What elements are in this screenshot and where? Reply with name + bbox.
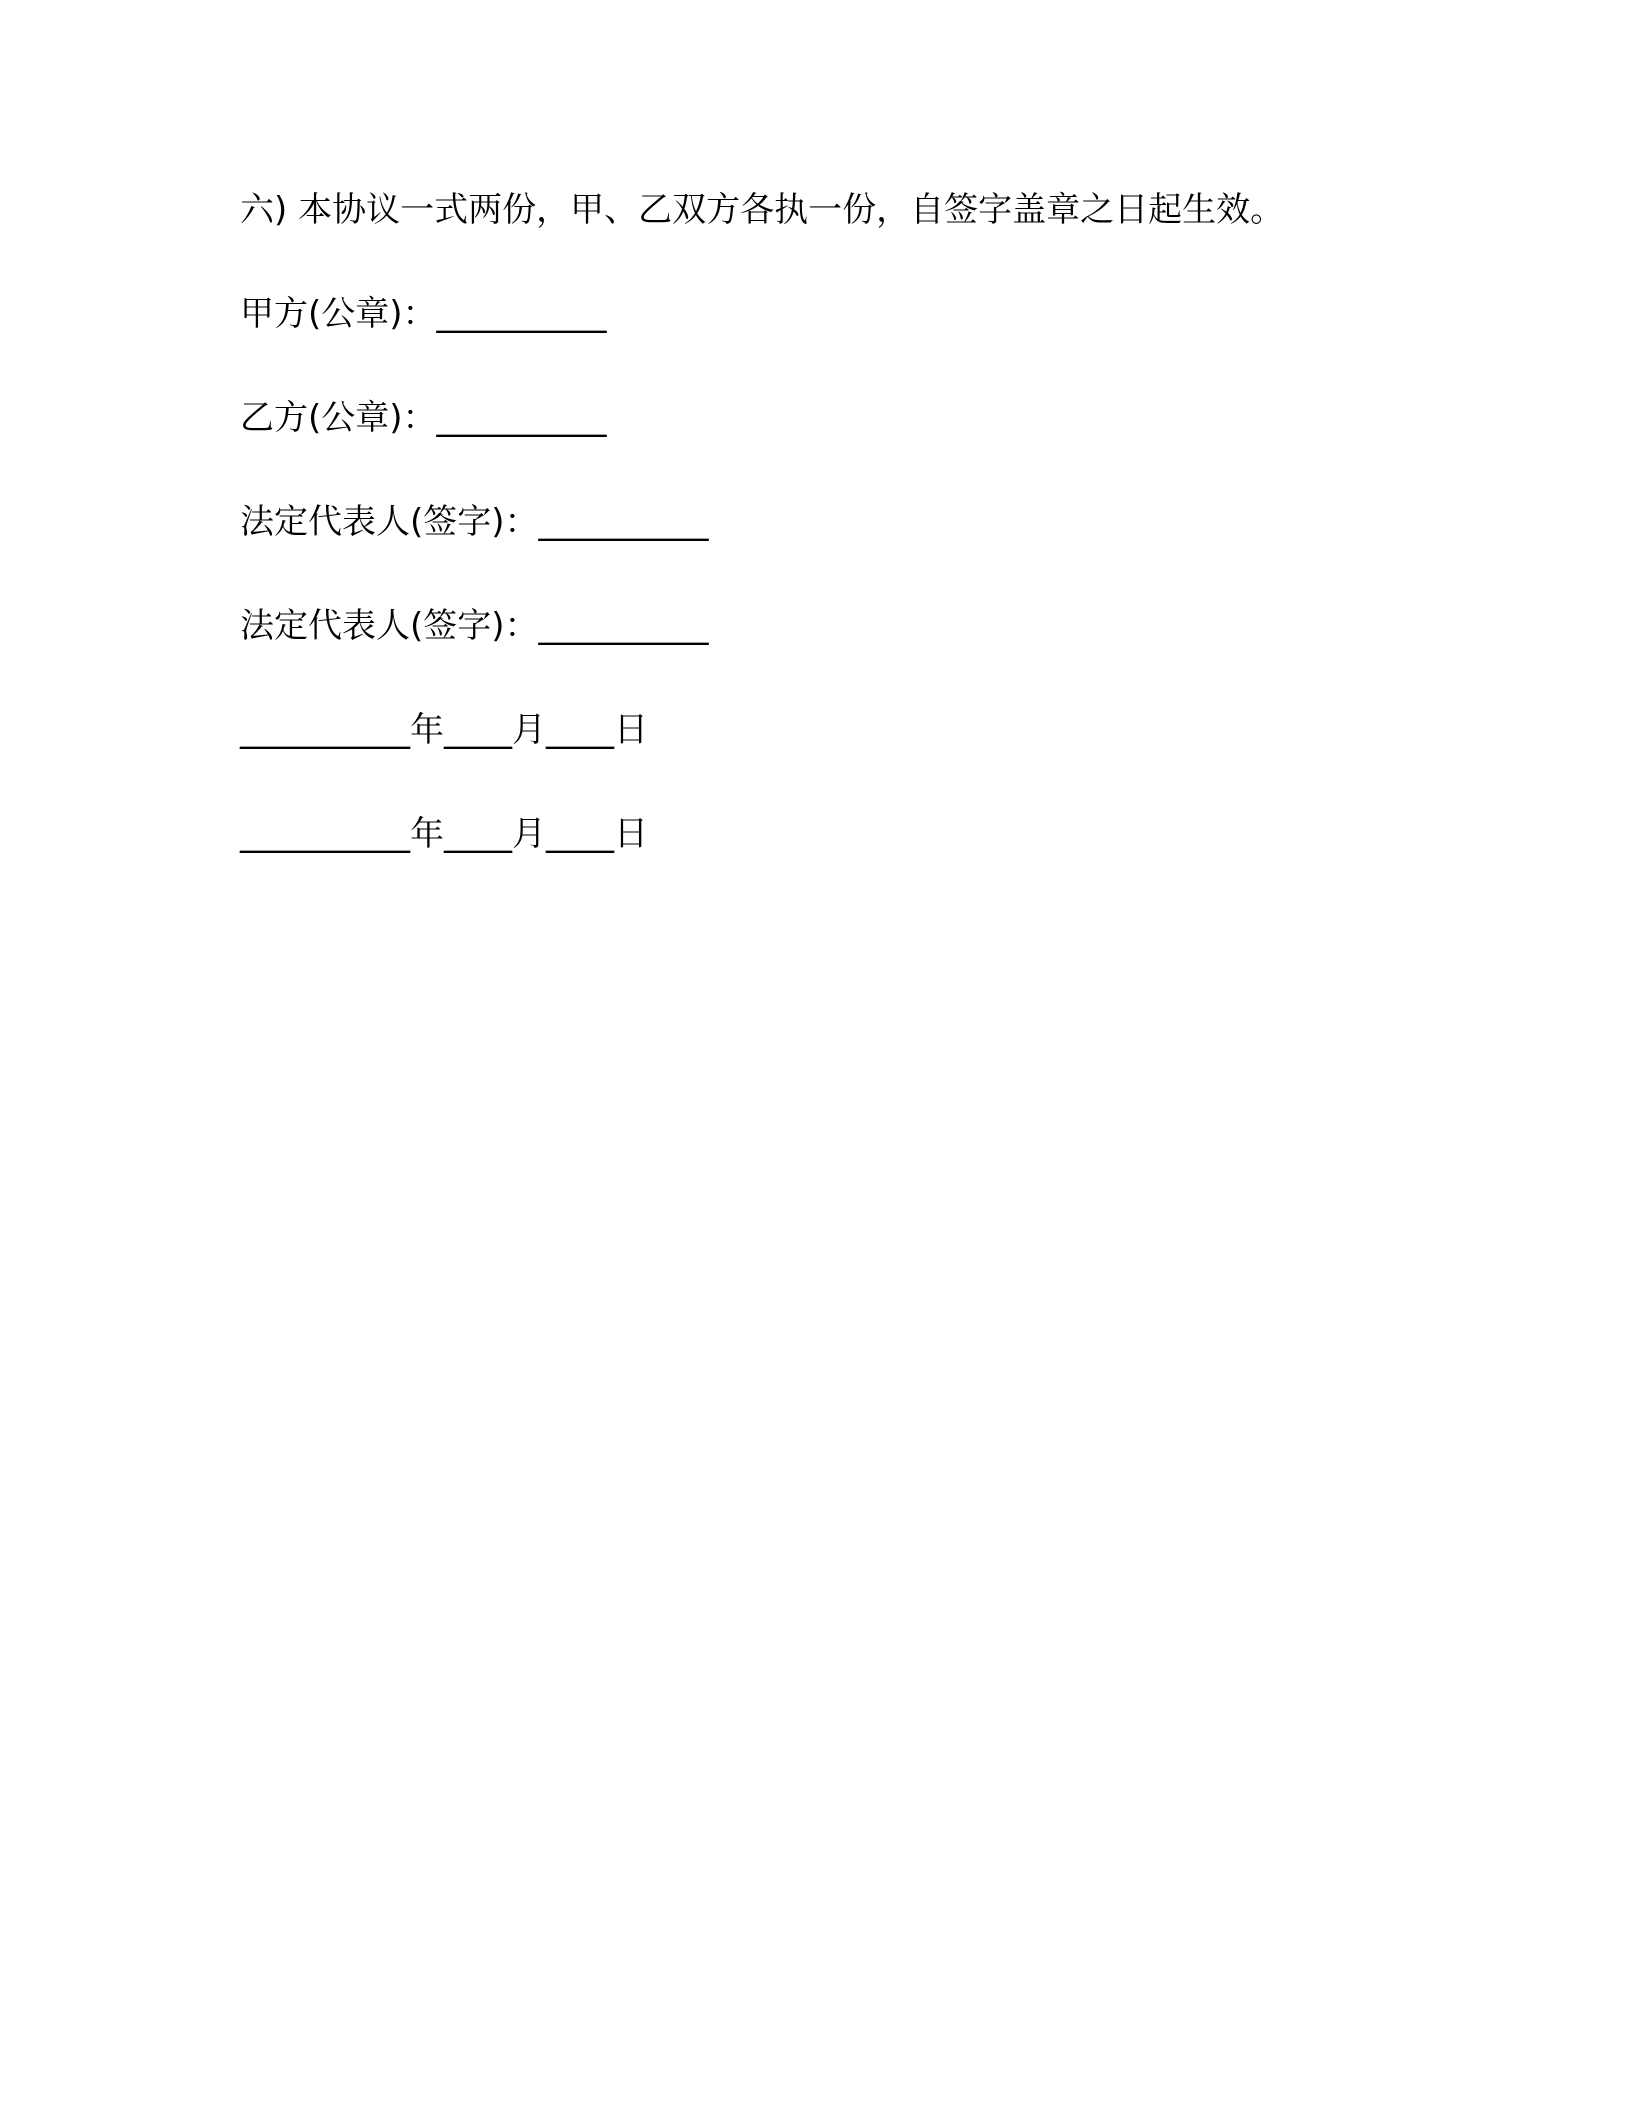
party-a-seal-line: 甲方(公章)：__________ bbox=[240, 294, 607, 334]
legal-representative-signature-line-1: 法定代表人(签字)：__________ bbox=[240, 502, 709, 542]
legal-representative-signature-line-2: 法定代表人(签字)：__________ bbox=[240, 606, 709, 646]
date-line-1: __________年____月____日 bbox=[240, 710, 648, 750]
document-body bbox=[240, 190, 1440, 918]
party-b-seal-line: 乙方(公章)：__________ bbox=[240, 398, 607, 438]
clause-six-text: 六) 本协议一式两份，甲、乙双方各执一份，自签字盖章之日起生效。 bbox=[240, 190, 1285, 230]
date-line-2: __________年____月____日 bbox=[240, 814, 648, 854]
